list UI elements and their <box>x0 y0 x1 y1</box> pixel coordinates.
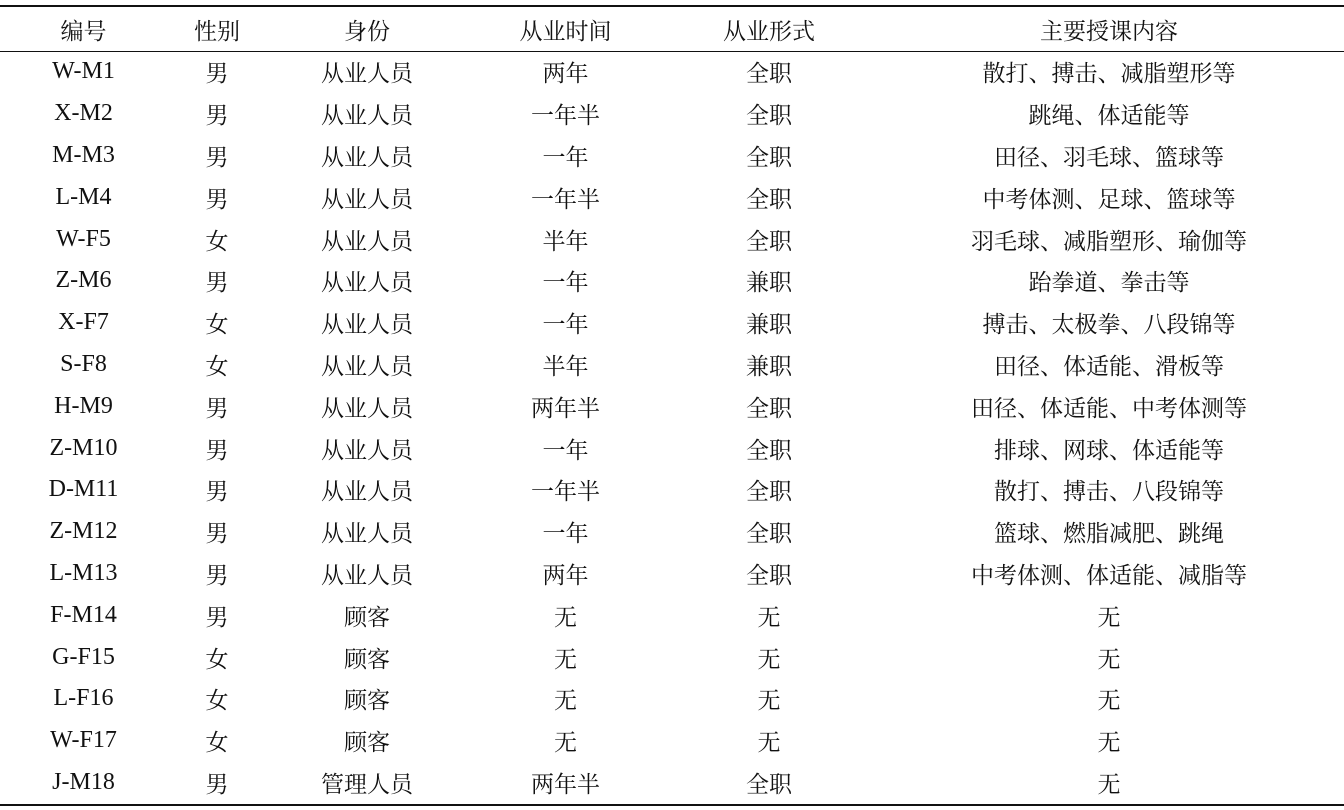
cell-courses: 搏击、太极拳、八段锦等 <box>982 312 1236 339</box>
cell-identity: 顾客 <box>344 604 390 631</box>
cell-gender: 男 <box>205 437 229 464</box>
cell-employment-type: 全职 <box>746 771 792 798</box>
cell-courses: 无 <box>1097 604 1121 631</box>
cell-courses: 散打、搏击、减脂塑形等 <box>982 61 1236 88</box>
header-employment-type: 从业形式 <box>723 18 815 45</box>
cell-identity: 从业人员 <box>321 186 413 213</box>
cell-employment-type: 全职 <box>746 61 792 88</box>
table-row <box>0 93 1344 135</box>
cell-employment-type: 全职 <box>746 562 792 589</box>
header-years: 从业时间 <box>519 18 612 45</box>
cell-id: W-F17 <box>50 727 117 754</box>
data-table <box>0 7 1344 803</box>
cell-years: 一年 <box>542 144 589 171</box>
cell-gender: 男 <box>205 521 229 548</box>
cell-years: 一年 <box>542 437 589 464</box>
cell-courses: 篮球、燃脂减肥、跳绳 <box>994 521 1224 548</box>
cell-id: F-M14 <box>50 601 117 628</box>
cell-gender: 女 <box>205 312 229 339</box>
cell-id: S-F8 <box>60 350 107 377</box>
cell-employment-type: 兼职 <box>746 353 792 380</box>
cell-identity: 从业人员 <box>321 103 413 130</box>
cell-identity: 从业人员 <box>321 479 413 506</box>
table-row <box>0 511 1344 553</box>
cell-employment-type: 兼职 <box>746 312 792 339</box>
cell-courses: 无 <box>1097 730 1121 757</box>
cell-gender: 男 <box>205 479 229 506</box>
cell-courses: 排球、网球、体适能等 <box>994 437 1224 464</box>
table-row <box>0 218 1344 260</box>
cell-courses: 田径、羽毛球、篮球等 <box>994 144 1224 171</box>
cell-gender: 男 <box>205 144 229 171</box>
cell-years: 无 <box>554 604 577 631</box>
table-row <box>0 51 1344 93</box>
cell-employment-type: 全职 <box>746 228 792 255</box>
cell-id: X-F7 <box>58 309 109 336</box>
table-row <box>0 553 1344 595</box>
cell-gender: 女 <box>205 353 229 380</box>
cell-years: 两年 <box>542 562 589 589</box>
cell-employment-type: 全职 <box>746 103 792 130</box>
table-row <box>0 469 1344 511</box>
header-courses: 主要授课内容 <box>1040 18 1178 45</box>
cell-identity: 从业人员 <box>321 562 413 589</box>
cell-gender: 男 <box>205 103 229 130</box>
cell-identity: 顾客 <box>344 730 390 757</box>
cell-gender: 女 <box>205 228 229 255</box>
cell-courses: 羽毛球、减脂塑形、瑜伽等 <box>971 228 1247 255</box>
cell-courses: 跆拳道、拳击等 <box>1028 270 1190 297</box>
cell-gender: 男 <box>205 604 229 631</box>
cell-identity: 从业人员 <box>321 144 413 171</box>
cell-gender: 女 <box>205 730 229 757</box>
cell-gender: 女 <box>205 646 229 673</box>
cell-courses: 无 <box>1097 646 1121 673</box>
table-row <box>0 344 1344 386</box>
cell-years: 一年 <box>542 521 589 548</box>
cell-employment-type: 兼职 <box>746 270 792 297</box>
cell-courses: 田径、体适能、中考体测等 <box>971 395 1247 422</box>
cell-employment-type: 全职 <box>746 437 792 464</box>
table-row <box>0 135 1344 177</box>
table-row <box>0 594 1344 636</box>
cell-identity: 从业人员 <box>321 312 413 339</box>
cell-gender: 男 <box>205 771 229 798</box>
cell-id: Z-M10 <box>49 434 118 461</box>
cell-gender: 男 <box>205 186 229 213</box>
cell-id: D-M11 <box>48 476 119 503</box>
cell-years: 无 <box>554 688 577 715</box>
table-row <box>0 636 1344 678</box>
table-row <box>0 678 1344 720</box>
cell-employment-type: 全职 <box>746 395 792 422</box>
header-row <box>0 7 1344 51</box>
bottom-rule <box>0 804 1344 806</box>
header-identity: 身份 <box>344 18 390 45</box>
cell-years: 两年 <box>542 61 589 88</box>
cell-employment-type: 无 <box>757 604 781 631</box>
cell-identity: 管理人员 <box>321 771 413 798</box>
cell-gender: 男 <box>205 270 229 297</box>
table-row <box>0 720 1344 762</box>
cell-identity: 从业人员 <box>321 270 413 297</box>
cell-id: J-M18 <box>52 768 115 795</box>
cell-courses: 中考体测、足球、篮球等 <box>982 186 1236 213</box>
table-body <box>0 51 1344 803</box>
cell-employment-type: 无 <box>757 730 781 757</box>
cell-identity: 从业人员 <box>321 228 413 255</box>
cell-years: 一年半 <box>531 479 600 506</box>
cell-id: H-M9 <box>54 392 113 419</box>
cell-id: L-M13 <box>49 559 118 586</box>
cell-employment-type: 无 <box>757 646 781 673</box>
cell-employment-type: 全职 <box>746 479 792 506</box>
cell-years: 半年 <box>542 353 589 380</box>
cell-identity: 从业人员 <box>321 353 413 380</box>
table-row <box>0 762 1344 804</box>
cell-gender: 男 <box>205 562 229 589</box>
cell-identity: 顾客 <box>344 688 390 715</box>
cell-id: W-F5 <box>56 225 111 252</box>
cell-employment-type: 无 <box>757 688 781 715</box>
cell-courses: 跳绳、体适能等 <box>1028 103 1190 130</box>
cell-gender: 男 <box>205 61 229 88</box>
cell-identity: 从业人员 <box>321 521 413 548</box>
header-id: 编号 <box>60 18 107 45</box>
cell-id: Z-M6 <box>55 267 112 294</box>
cell-gender: 女 <box>205 688 229 715</box>
table-row <box>0 385 1344 427</box>
cell-years: 无 <box>554 730 577 757</box>
cell-years: 一年 <box>542 312 589 339</box>
cell-courses: 田径、体适能、滑板等 <box>994 353 1224 380</box>
cell-years: 两年半 <box>531 395 600 422</box>
cell-courses: 散打、搏击、八段锦等 <box>994 479 1224 506</box>
cell-years: 一年半 <box>531 186 600 213</box>
table-row <box>0 302 1344 344</box>
cell-identity: 从业人员 <box>321 61 413 88</box>
cell-gender: 男 <box>205 395 229 422</box>
cell-employment-type: 全职 <box>746 186 792 213</box>
cell-id: L-F16 <box>53 685 114 712</box>
cell-id: L-M4 <box>55 183 112 210</box>
cell-employment-type: 全职 <box>746 144 792 171</box>
table-row <box>0 176 1344 218</box>
cell-years: 无 <box>554 646 577 673</box>
cell-identity: 顾客 <box>344 646 390 673</box>
cell-id: G-F15 <box>52 643 115 670</box>
header-gender: 性别 <box>194 18 240 45</box>
cell-id: M-M3 <box>52 141 115 168</box>
cell-years: 两年半 <box>531 771 600 798</box>
table-row <box>0 427 1344 469</box>
cell-years: 半年 <box>542 228 589 255</box>
cell-years: 一年半 <box>531 103 600 130</box>
cell-courses: 无 <box>1097 688 1121 715</box>
table-row <box>0 260 1344 302</box>
cell-courses: 中考体测、体适能、减脂等 <box>971 562 1247 589</box>
cell-employment-type: 全职 <box>746 521 792 548</box>
cell-courses: 无 <box>1097 771 1121 798</box>
cell-years: 一年 <box>542 270 589 297</box>
cell-id: W-M1 <box>52 58 115 85</box>
cell-identity: 从业人员 <box>321 395 413 422</box>
cell-identity: 从业人员 <box>321 437 413 464</box>
cell-id: Z-M12 <box>49 518 118 545</box>
cell-id: X-M2 <box>54 100 113 127</box>
